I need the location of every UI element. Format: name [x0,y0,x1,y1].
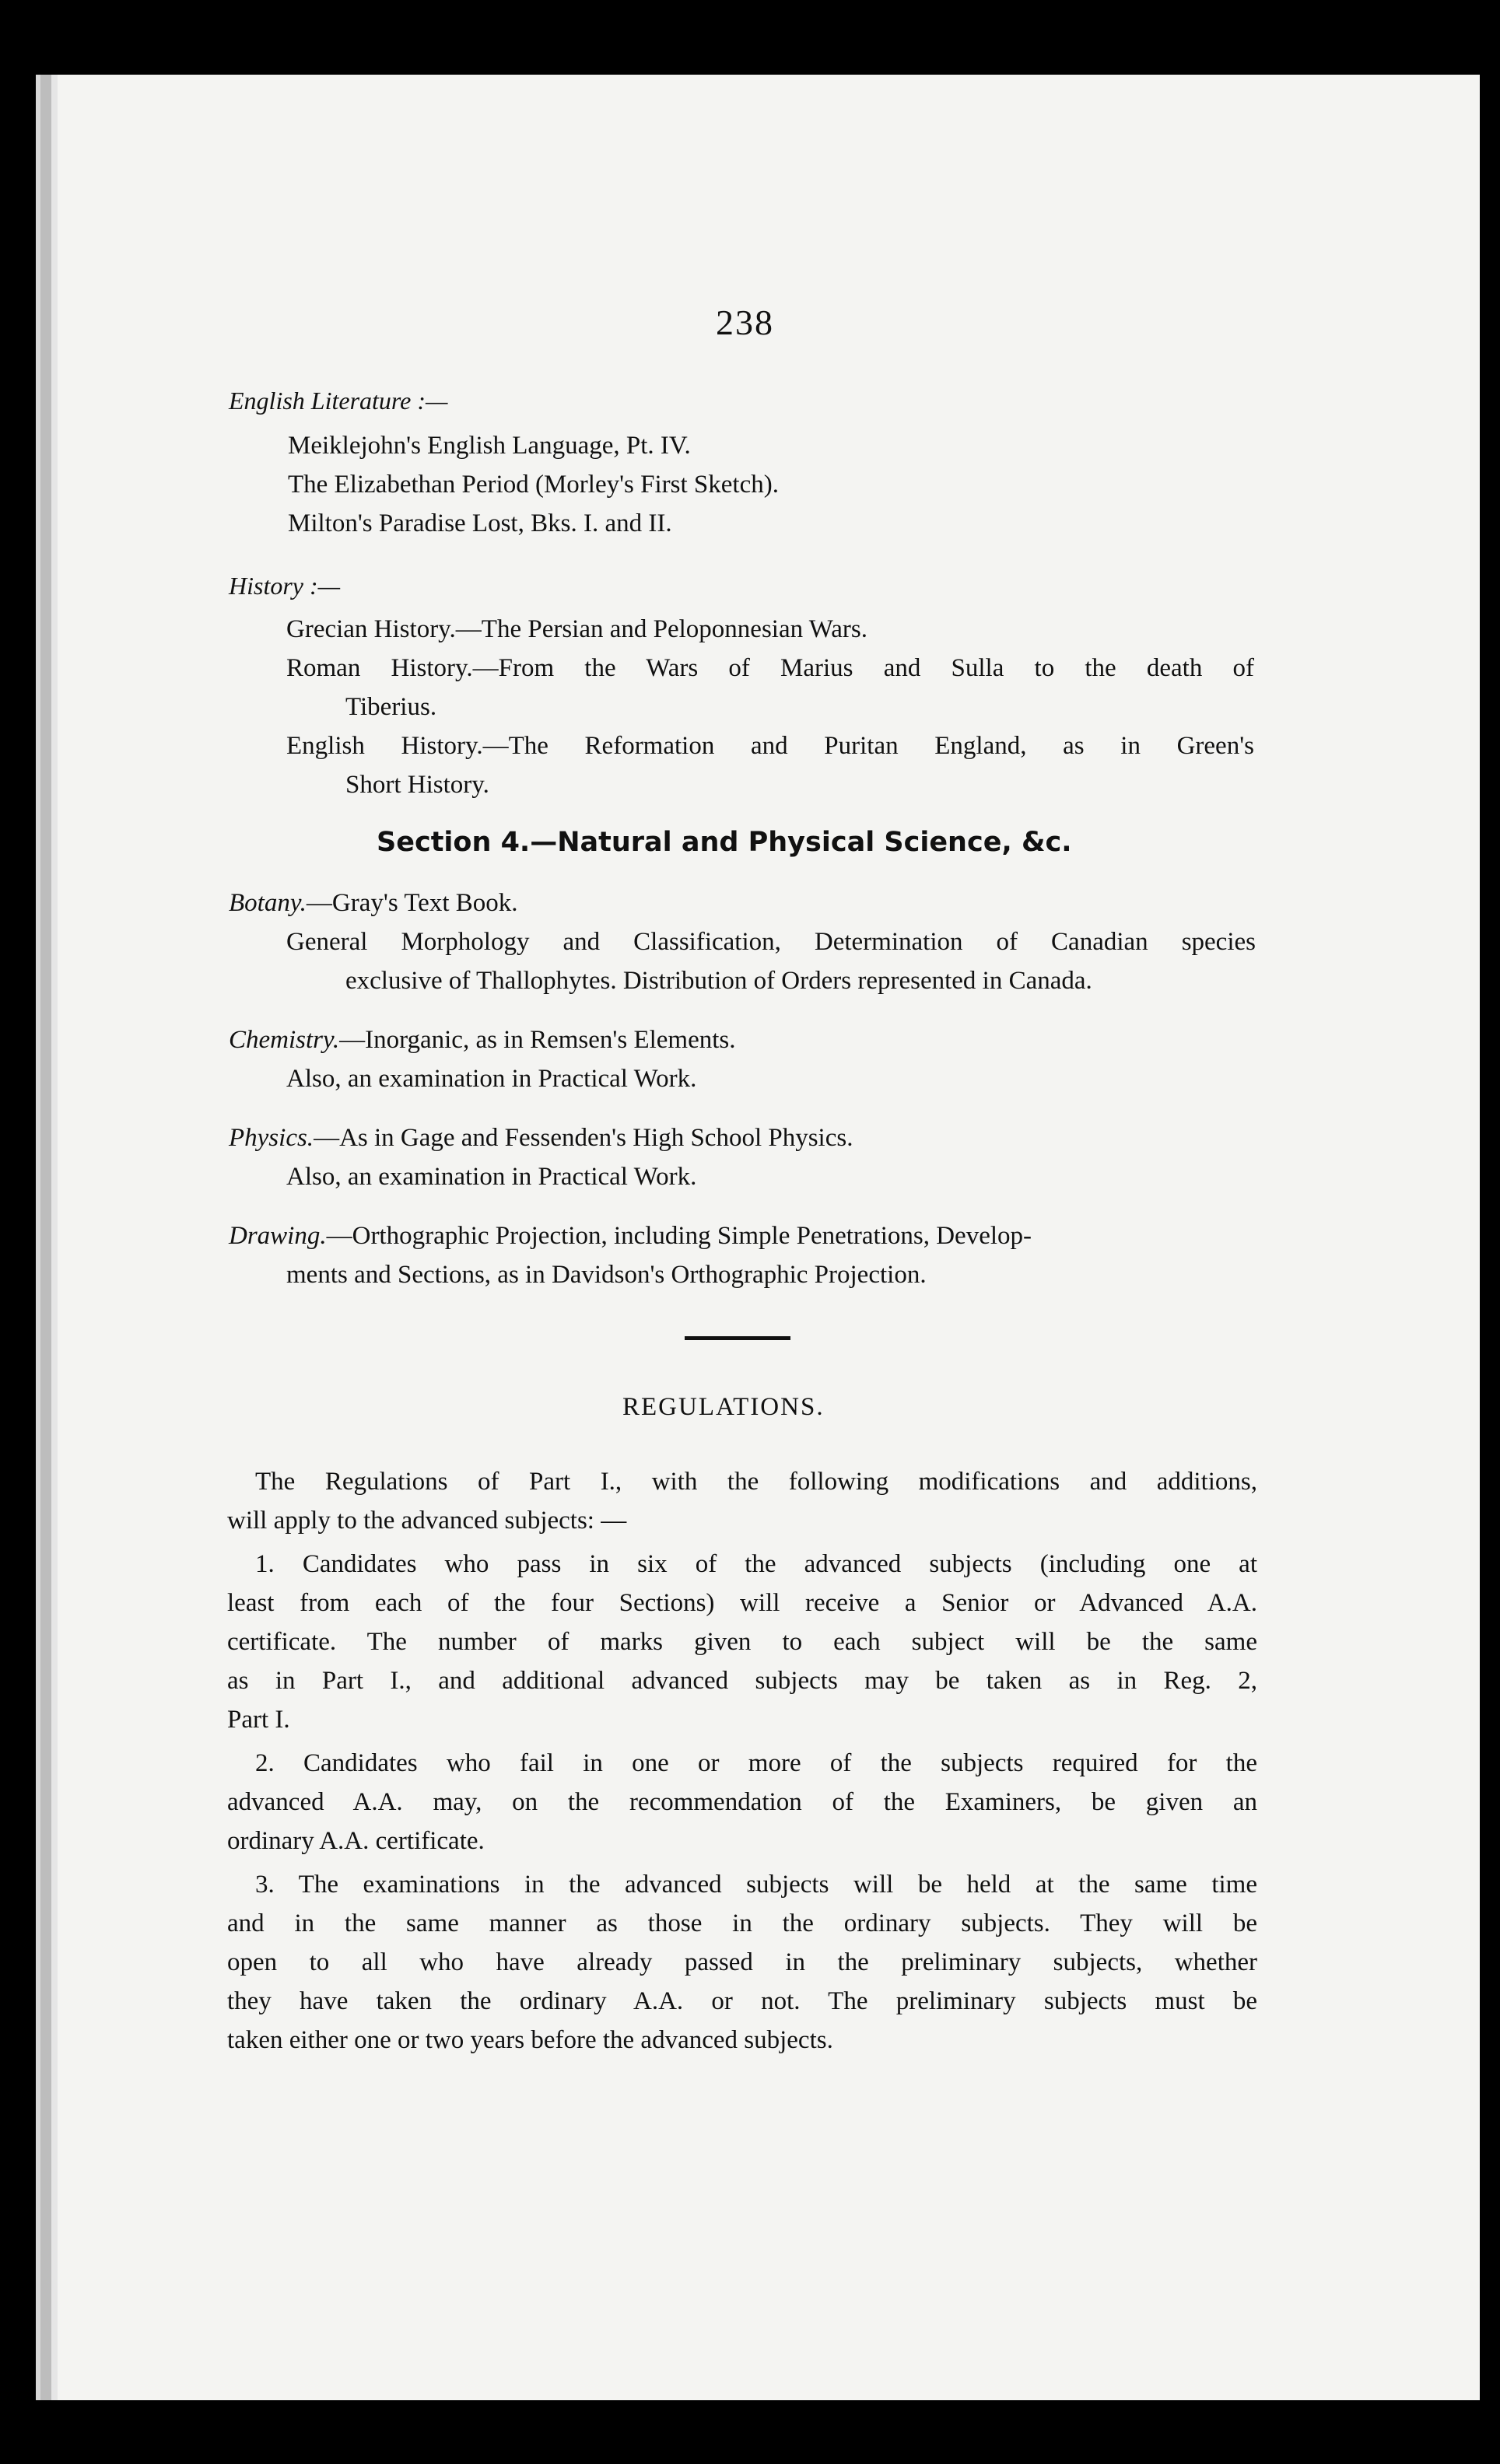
physics-text: —As in Gage and Fessenden's High School Physics. [314,1124,853,1152]
english-literature-item: Meiklejohn's English Language, Pt. IV. [288,432,691,460]
botany-text: —Gray's Text Book. [306,889,518,917]
drawing-line: ments and Sections, as in Davidson's Orthographic Projection. [286,1261,927,1289]
physics-line: Also, an examination in Practical Work. [286,1163,697,1191]
regulation-1-line: Part I. [227,1706,290,1734]
history-heading: History :— [229,572,341,600]
regulation-3-line: taken either one or two years before the advanced subjects. [227,2026,833,2054]
regulation-2-line: 2. Candidates who fail in one or more of the subjects required for the [255,1749,1257,1777]
regulation-3-line: open to all who have already passed in the preliminary subjects, whether [227,1948,1257,1976]
regulation-2-line: advanced A.A. may, on the recommendation of the Examiners, be given an [227,1788,1257,1816]
botany-line: exclusive of Thallophytes. Distribution of Orders represented in Canada. [345,967,1092,995]
botany-entry [229,887,518,919]
section-divider [685,1336,790,1340]
english-literature-heading: English Literature :— [229,387,448,415]
history-item: Tiberius. [345,693,437,721]
chemistry-entry [229,1024,736,1056]
history-item: Roman History.—From the Wars of Marius and Sulla to the death of [286,654,1254,682]
drawing-label: Drawing. [229,1222,327,1250]
botany-line: General Morphology and Classification, Determination of Canadian species [286,928,1256,956]
regulation-1-line: certificate. The number of marks given to each subject will be the same [227,1628,1257,1656]
history-item: Grecian History.—The Persian and Peloponnesian Wars. [286,615,867,643]
regulation-1-line: 1. Candidates who pass in six of the advanced subjects (including one at [255,1550,1257,1578]
chemistry-line: Also, an examination in Practical Work. [286,1065,697,1093]
regulations-title: REGULATIONS. [622,1393,825,1421]
history-item: English History.—The Reformation and Puritan England, as in Green's [286,732,1254,760]
chemistry-label: Chemistry. [229,1026,340,1054]
english-literature-item: Milton's Paradise Lost, Bks. I. and II. [288,509,672,537]
regulation-1-line: as in Part I., and additional advanced subjects may be taken as in Reg. 2, [227,1667,1257,1695]
regulation-3-line: they have taken the ordinary A.A. or not. The preliminary subjects must be [227,1987,1257,2015]
page-number: 238 [716,303,774,342]
regulation-2-line: ordinary A.A. certificate. [227,1827,485,1855]
history-item: Short History. [345,771,489,799]
physics-entry [229,1122,853,1154]
physics-label: Physics. [229,1124,314,1152]
regulation-1-line: least from each of the four Sections) will receive a Senior or Advanced A.A. [227,1589,1257,1617]
regulation-3-line: 3. The examinations in the advanced subjects will be held at the same time [255,1871,1257,1899]
regulation-3-line: and in the same manner as those in the ordinary subjects. They will be [227,1909,1257,1937]
regulations-intro: will apply to the advanced subjects: — [227,1507,627,1535]
section-4-title: Section 4.—Natural and Physical Science, &c. [377,827,1072,858]
botany-label: Botany. [229,889,307,917]
drawing-entry [229,1220,1256,1252]
regulations-intro: The Regulations of Part I., with the following modifications and additions, [255,1468,1257,1496]
english-literature-item: The Elizabethan Period (Morley's First Sketch). [288,471,779,499]
chemistry-text: —Inorganic, as in Remsen's Elements. [339,1026,736,1054]
drawing-text: —Orthographic Projection, including Simple Penetrations, Develop- [326,1222,1032,1250]
